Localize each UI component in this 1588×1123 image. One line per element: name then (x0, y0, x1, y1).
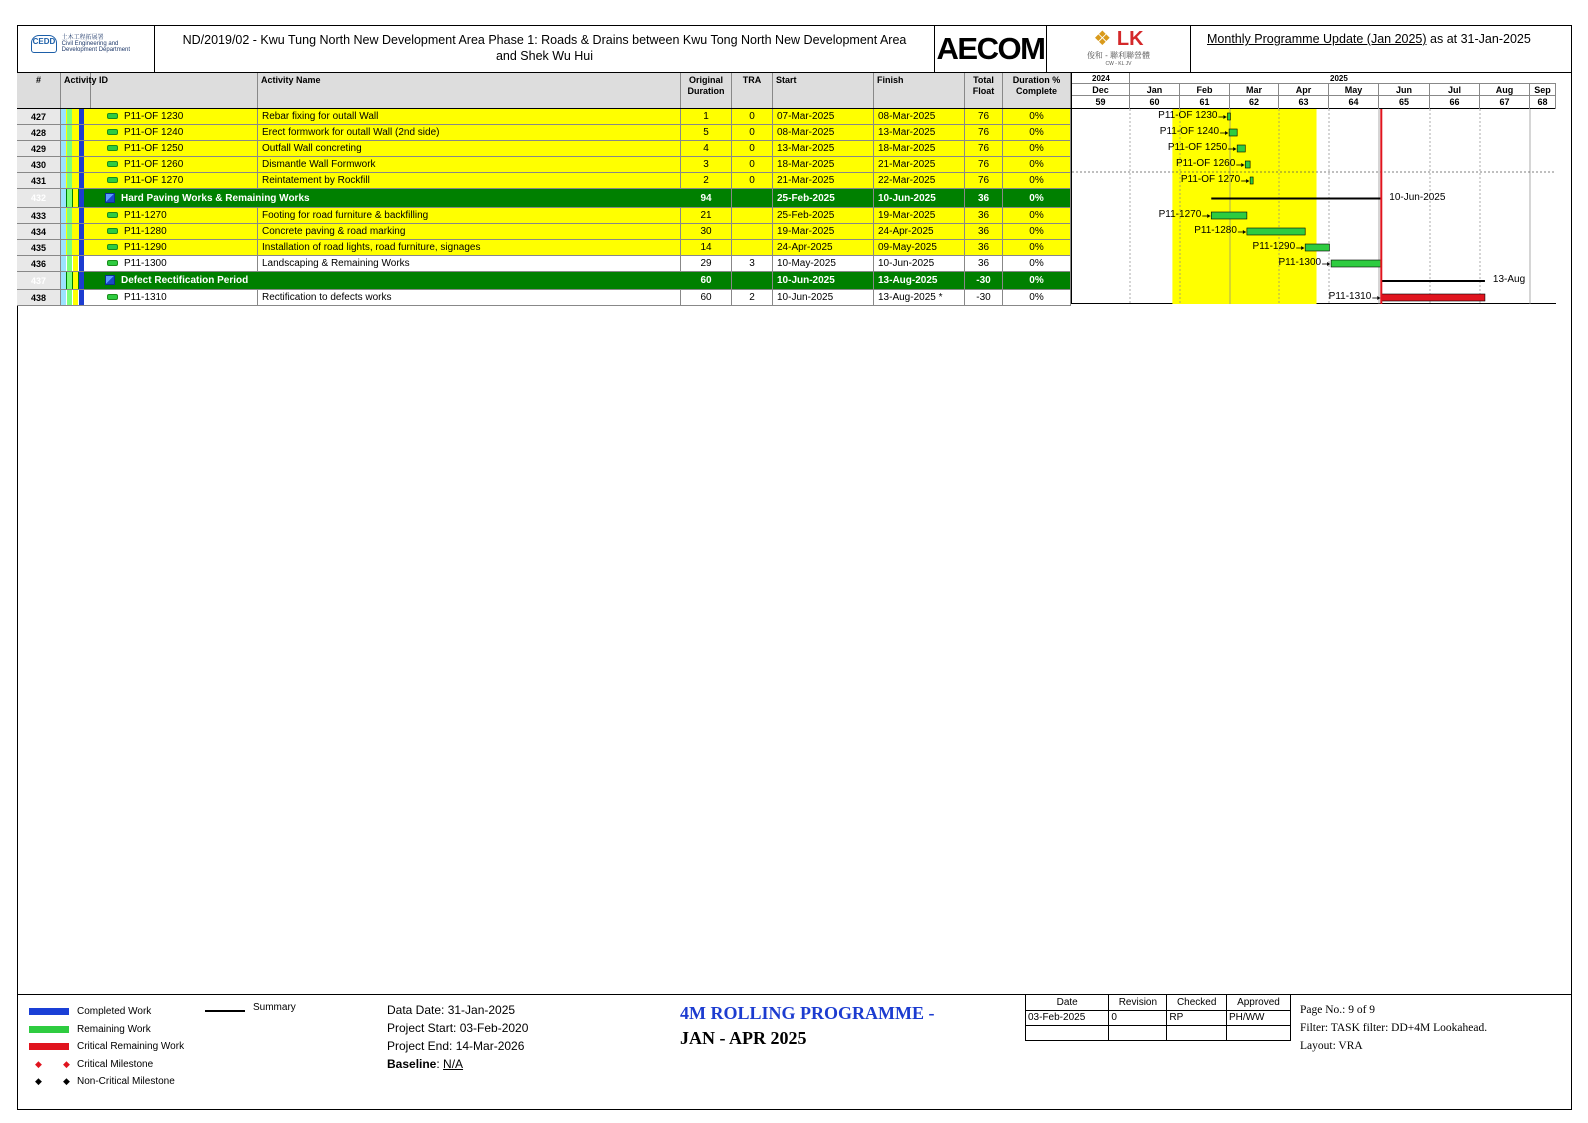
gantt-bar-label: P11-1300 (1278, 257, 1322, 268)
gantt-bar-label: P11-OF 1230 (1158, 110, 1218, 121)
page-number: Page No.: 9 of 9 (1300, 1004, 1376, 1016)
cedd-logo (17, 25, 155, 72)
duration-complete: 0% (1003, 256, 1071, 271)
task-icon (107, 145, 118, 151)
activity-id: P11-OF 1250 (124, 143, 184, 154)
finish-date: 21-Mar-2025 (874, 157, 965, 172)
contractor-logo (1047, 25, 1191, 72)
week-number: 59 (1072, 96, 1130, 109)
cedd-name-cn: 土木工程拓展署 (61, 35, 104, 41)
row-number: 428 (17, 125, 61, 140)
cedd-name-en2: Development Department (61, 47, 131, 53)
wbs-name: Hard Paving Works & Remaining Works (121, 193, 310, 204)
wbs-level-bars (61, 208, 91, 223)
table-row[interactable] (17, 141, 1071, 157)
col-header-num[interactable]: # (17, 73, 61, 108)
wbs-row[interactable] (17, 189, 1071, 208)
activity-name: Installation of road lights, road furniture, signages (258, 240, 681, 255)
critical-bar-icon (29, 1043, 69, 1050)
wbs-level-bars (61, 141, 91, 156)
row-number: 431 (17, 173, 61, 188)
revision-table (1025, 995, 1291, 1041)
task-icon (107, 177, 118, 183)
gantt-bar-label: P11-1280 (1194, 225, 1237, 236)
row-number: 433 (17, 208, 61, 223)
col-header-activity-id[interactable]: Activity ID (61, 73, 258, 108)
table-row[interactable] (17, 290, 1071, 306)
duration-complete: 0% (1003, 240, 1071, 255)
tra: 2 (732, 290, 773, 305)
wbs-icon (105, 193, 115, 203)
wbs-level-bars (61, 240, 91, 255)
total-float: 36 (965, 224, 1003, 239)
table-row[interactable] (17, 240, 1071, 256)
week-number: 60 (1130, 96, 1180, 109)
tra (732, 272, 773, 289)
original-duration: 4 (681, 141, 732, 156)
row-number: 429 (17, 141, 61, 156)
duration-complete: 0% (1003, 157, 1071, 172)
wbs-level-bars (61, 272, 91, 289)
week-number: 64 (1329, 96, 1379, 109)
contractor-name-cn: 俊和 - 聯利聯營體 (1086, 51, 1151, 60)
finish-date: 24-Apr-2025 (874, 224, 965, 239)
duration-complete: 0% (1003, 173, 1071, 188)
table-row[interactable] (17, 173, 1071, 189)
gantt-bar-label: P11-1270 (1158, 209, 1202, 220)
data-date: Data Date: 31-Jan-2025 (387, 1003, 516, 1017)
activity-id: P11-1270 (124, 210, 167, 221)
total-float: 36 (965, 240, 1003, 255)
original-duration: 14 (681, 240, 732, 255)
start-date: 10-May-2025 (773, 256, 874, 271)
chunwo-mark-icon: ❖ (1093, 28, 1112, 50)
week-number: 61 (1180, 96, 1230, 109)
table-row[interactable] (17, 208, 1071, 224)
contractor-name-sub: CW - KL JV (1105, 61, 1132, 67)
activity-id: P11-1280 (124, 226, 167, 237)
activity-name: Dismantle Wall Formwork (258, 157, 681, 172)
duration-complete: 0% (1003, 141, 1071, 156)
month-dec: Dec (1072, 84, 1130, 96)
footer (17, 994, 1572, 1110)
remaining-bar (1331, 260, 1381, 267)
gantt-bar-label: P11-OF 1270 (1180, 174, 1241, 185)
lookahead-band (1172, 109, 1316, 304)
gantt-bars (1072, 109, 1556, 304)
total-float: -30 (965, 290, 1003, 305)
col-header-total-float[interactable]: Total Float (965, 73, 1003, 108)
activity-id: P11-OF 1270 (124, 175, 184, 186)
finish-date: 13-Mar-2025 (874, 125, 965, 140)
duration-complete: 0% (1003, 125, 1071, 140)
original-duration: 1 (681, 109, 732, 124)
remaining-bar (1229, 129, 1237, 136)
total-float: -30 (965, 272, 1003, 289)
wbs-row[interactable] (17, 272, 1071, 290)
duration-complete: 0% (1003, 272, 1071, 289)
table-row[interactable] (17, 256, 1071, 272)
start-date: 24-Apr-2025 (773, 240, 874, 255)
total-float: 76 (965, 141, 1003, 156)
wbs-level-bars (61, 189, 91, 207)
table-header (17, 73, 1071, 109)
summary-line-icon (205, 1010, 245, 1012)
cedd-emblem-icon: CEDD (31, 35, 57, 53)
activity-id: P11-1300 (124, 258, 167, 269)
total-float: 76 (965, 173, 1003, 188)
wbs-level-bars (61, 173, 91, 188)
wbs-name: Defect Rectification Period (121, 275, 249, 286)
start-date: 18-Mar-2025 (773, 157, 874, 172)
month-jan: Jan (1130, 84, 1180, 96)
project-title-line2: and Shek Wu Hui (495, 49, 594, 63)
aecom-logo: AECOM (935, 25, 1047, 72)
finish-date: 13-Aug-2025 * (874, 290, 965, 305)
month-sep: Sep (1530, 84, 1556, 96)
activity-name: Outfall Wall concreting (258, 141, 681, 156)
activity-name: Reintatement by Rockfill (258, 173, 681, 188)
remaining-bar (1237, 145, 1245, 152)
legend-remaining: Remaining Work (27, 1021, 184, 1039)
cedd-name-en1: Civil Engineering and (61, 41, 119, 47)
gantt-chart (1071, 73, 1555, 304)
month-jul: Jul (1430, 84, 1480, 96)
lk-mark-icon: LK (1116, 28, 1144, 50)
tra: 0 (732, 141, 773, 156)
task-icon (107, 129, 118, 135)
table-row[interactable] (17, 109, 1071, 125)
month-may: May (1329, 84, 1379, 96)
table-row[interactable] (17, 157, 1071, 173)
original-duration: 30 (681, 224, 732, 239)
original-duration: 21 (681, 208, 732, 223)
week-number: 66 (1430, 96, 1480, 109)
start-date: 25-Feb-2025 (773, 189, 874, 207)
row-number: 436 (17, 256, 61, 271)
row-number: 430 (17, 157, 61, 172)
original-duration: 5 (681, 125, 732, 140)
duration-complete: 0% (1003, 189, 1071, 207)
revision-empty-row (1026, 1025, 1291, 1040)
filter-info: Filter: TASK filter: DD+4M Lookahead. (1300, 1022, 1488, 1034)
activity-name: Concrete paving & road marking (258, 224, 681, 239)
wbs-level-bars (61, 125, 91, 140)
legend-critical-milestone: ◆ ◆ Critical Milestone (27, 1056, 184, 1074)
completed-bar-icon (29, 1008, 69, 1015)
row-number: 438 (17, 290, 61, 305)
gantt-timescale (1072, 73, 1556, 109)
remaining-bar-icon (29, 1026, 69, 1033)
total-float: 36 (965, 208, 1003, 223)
task-icon (107, 212, 118, 218)
month-feb: Feb (1180, 84, 1230, 96)
original-duration: 3 (681, 157, 732, 172)
start-date: 10-Jun-2025 (773, 272, 874, 289)
layout-info: Layout: VRA (1300, 1040, 1363, 1052)
col-header-start[interactable]: Start (773, 73, 874, 108)
tra (732, 224, 773, 239)
project-end: Project End: 14-Mar-2026 (387, 1039, 525, 1053)
table-row[interactable] (17, 125, 1071, 141)
col-header-original-duration[interactable]: Original Duration (681, 73, 732, 108)
wbs-icon (105, 275, 115, 285)
task-icon (107, 244, 118, 250)
wbs-level-bars (61, 256, 91, 271)
task-icon (107, 161, 118, 167)
tra (732, 208, 773, 223)
original-duration: 2 (681, 173, 732, 188)
baseline: Baseline: N/A (387, 1057, 464, 1071)
total-float: 76 (965, 109, 1003, 124)
col-header-duration-complete[interactable]: Duration % Complete (1003, 73, 1071, 108)
finish-date: 10-Jun-2025 (874, 256, 965, 271)
activity-id: P11-OF 1230 (124, 111, 184, 122)
monthly-update-title (1191, 25, 1571, 72)
remaining-bar (1211, 212, 1247, 219)
task-icon (107, 294, 118, 300)
monthly-update-date: as at 31-Jan-2025 (1426, 32, 1531, 46)
task-icon (107, 113, 118, 119)
duration-complete: 0% (1003, 208, 1071, 223)
task-icon (107, 260, 118, 266)
monthly-update-underlined: Monthly Programme Update (Jan 2025) (1207, 32, 1427, 46)
month-apr: Apr (1279, 84, 1329, 96)
tra (732, 189, 773, 207)
original-duration: 29 (681, 256, 732, 271)
total-float: 36 (965, 256, 1003, 271)
start-date: 07-Mar-2025 (773, 109, 874, 124)
row-number: 434 (17, 224, 61, 239)
month-aug: Aug (1480, 84, 1530, 96)
row-number: 427 (17, 109, 61, 124)
wbs-level-bars (61, 224, 91, 239)
tra: 3 (732, 256, 773, 271)
remaining-bar (1245, 161, 1250, 168)
finish-date: 10-Jun-2025 (874, 189, 965, 207)
finish-date: 18-Mar-2025 (874, 141, 965, 156)
remaining-bar (1227, 113, 1230, 120)
row-number: 435 (17, 240, 61, 255)
project-start: Project Start: 03-Feb-2020 (387, 1021, 529, 1035)
month-mar: Mar (1230, 84, 1279, 96)
legend-noncritical-milestone: ◆ ◆ Non-Critical Milestone (27, 1073, 184, 1091)
tra (732, 240, 773, 255)
start-date: 25-Feb-2025 (773, 208, 874, 223)
row-number: 432 (17, 189, 61, 207)
duration-complete: 0% (1003, 109, 1071, 124)
total-float: 36 (965, 189, 1003, 207)
week-number: 63 (1279, 96, 1329, 109)
start-date: 08-Mar-2025 (773, 125, 874, 140)
programme-title-line1: 4M ROLLING PROGRAMME - (680, 1003, 935, 1023)
finish-date: 19-Mar-2025 (874, 208, 965, 223)
total-float: 76 (965, 125, 1003, 140)
gantt-bar-label: P11-1290 (1252, 241, 1296, 252)
wbs-level-bars (61, 290, 91, 305)
legend (27, 1003, 184, 1091)
activity-name: Rectification to defects works (258, 290, 681, 305)
critical-bar (1381, 294, 1485, 301)
revision-row: 03-Feb-2025 0 RP PH/WW (1026, 1010, 1291, 1025)
table-row[interactable] (17, 224, 1071, 240)
original-duration: 60 (681, 290, 732, 305)
gantt-bar-label: 13-Aug (1492, 274, 1526, 285)
programme-title-line2: JAN - APR 2025 (680, 1028, 807, 1048)
start-date: 10-Jun-2025 (773, 290, 874, 305)
wbs-level-bars (61, 157, 91, 172)
tra: 0 (732, 173, 773, 188)
activity-name: Landscaping & Remaining Works (258, 256, 681, 271)
year-2025: 2025 (1130, 73, 1556, 84)
legend-summary: Summary (253, 1002, 296, 1013)
week-number: 65 (1379, 96, 1430, 109)
finish-date: 22-Mar-2025 (874, 173, 965, 188)
activity-name: Footing for road furniture & backfilling (258, 208, 681, 223)
original-duration: 60 (681, 272, 732, 289)
finish-date: 08-Mar-2025 (874, 109, 965, 124)
legend-critical: Critical Remaining Work (27, 1038, 184, 1056)
project-title (155, 25, 935, 72)
col-header-activity-name[interactable]: Activity Name (258, 73, 681, 108)
tra: 0 (732, 109, 773, 124)
finish-date: 13-Aug-2025 (874, 272, 965, 289)
critical-milestone-icon: ◆ (35, 1058, 42, 1069)
month-jun: Jun (1379, 84, 1430, 96)
arrowhead-icon (1327, 262, 1330, 266)
week-number: 67 (1480, 96, 1530, 109)
page-info (1300, 1001, 1487, 1055)
total-float: 76 (965, 157, 1003, 172)
wbs-level-bars (61, 109, 91, 124)
duration-complete: 0% (1003, 290, 1071, 305)
programme-title (680, 1001, 934, 1051)
remaining-bar (1250, 177, 1253, 184)
activity-name: Rebar fixing for outall Wall (258, 109, 681, 124)
col-header-tra[interactable]: TRA (732, 73, 773, 108)
revision-header-row: Date Revision Checked Approved (1026, 995, 1291, 1010)
legend-completed: Completed Work (27, 1003, 184, 1021)
activity-id: P11-1310 (124, 292, 167, 303)
week-number: 62 (1230, 96, 1279, 109)
gantt-body (1072, 109, 1556, 304)
noncritical-milestone-icon: ◆ (35, 1076, 42, 1086)
project-title-line1: ND/2019/02 - Kwu Tung North New Development Area Phase 1: Roads & Drains between Kwu Tong North New Development Area (182, 33, 907, 47)
remaining-bar (1305, 244, 1329, 251)
col-header-finish[interactable]: Finish (874, 73, 965, 108)
week-number: 68 (1530, 96, 1556, 109)
remaining-bar (1247, 228, 1305, 235)
start-date: 13-Mar-2025 (773, 141, 874, 156)
start-date: 21-Mar-2025 (773, 173, 874, 188)
tra: 0 (732, 157, 773, 172)
gantt-bar-label: P11-1310 (1328, 291, 1372, 302)
tra: 0 (732, 125, 773, 140)
row-number: 437 (17, 272, 61, 289)
project-dates (387, 1001, 528, 1073)
activity-name: Erect formwork for outall Wall (2nd side) (258, 125, 681, 140)
start-date: 19-Mar-2025 (773, 224, 874, 239)
gantt-bar-label: 10-Jun-2025 (1389, 191, 1446, 203)
finish-date: 09-May-2025 (874, 240, 965, 255)
duration-complete: 0% (1003, 224, 1071, 239)
original-duration: 94 (681, 189, 732, 207)
gantt-bar-label: P11-OF 1260 (1175, 158, 1236, 169)
task-icon (107, 228, 118, 234)
gantt-bar-label: P11-OF 1240 (1159, 126, 1220, 137)
year-2024: 2024 (1072, 73, 1130, 84)
activity-id: P11-OF 1260 (124, 159, 184, 170)
title-block (17, 25, 1572, 73)
activity-id: P11-1290 (124, 242, 167, 253)
activity-id: P11-OF 1240 (124, 127, 184, 138)
gantt-bar-label: P11-OF 1250 (1167, 142, 1228, 153)
